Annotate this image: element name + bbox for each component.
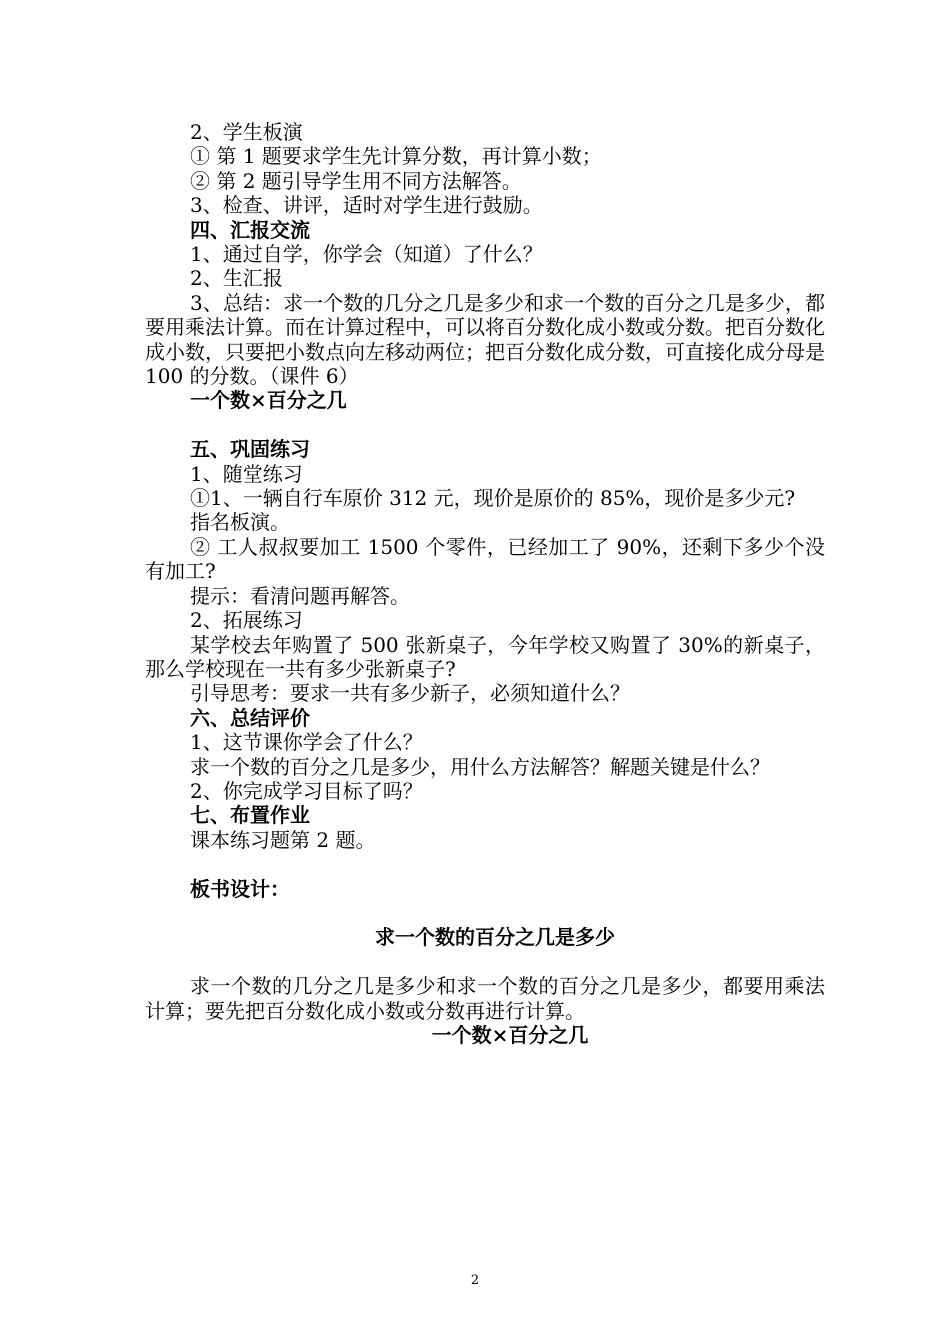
evaluation-question-2: 求一个数的百分之几是多少，用什么方法解答？解题关键是什么？ (190, 754, 770, 779)
report-student: 2、生汇报 (190, 266, 283, 291)
extension-question: 某学校去年购置了 500 张新桌子，今年学校又购置了 30%的新桌子，那么学校现在一共有多少张新桌子? (145, 632, 825, 681)
extension-guide: 引导思考：要求一共有多少新子，必须知道什么？ (190, 681, 630, 706)
formula-2: 一个数×百分之几 (431, 1022, 589, 1047)
summary-paragraph: 3、总结：求一个数的几分之几是多少和求一个数的百分之几是多少，都要用乘法计算。而在计算过程中，可以将百分数化成小数或分数。把百分数化成小数，只要把小数点向左移动两位；把百分数化成分数，可直接化成分母是 100 的分数。（课件 6） (145, 290, 825, 389)
page-number: 2 (470, 1273, 480, 1288)
step-item-1: ① 第 1 题要求学生先计算分数，再计算小数； (190, 144, 602, 169)
blank-line (145, 901, 825, 925)
blank-line (145, 950, 825, 974)
practice-hint: 提示：看清问题再解答。 (190, 583, 410, 608)
document-body (145, 120, 825, 1047)
section-heading-report: 四、汇报交流 (190, 217, 310, 242)
section-heading-practice: 五、巩固练习 (190, 437, 310, 462)
extension-practice: 2、拓展练习 (190, 608, 303, 633)
report-question: 1、通过自学，你学会（知道）了什么？ (190, 242, 543, 267)
board-paragraph: 求一个数的几分之几是多少和求一个数的百分之几是多少，都要用乘法计算；要先把百分数化成小数或分数再进行计算。 (145, 974, 825, 1023)
evaluation-question-3: 2、你完成学习目标了吗？ (190, 778, 423, 803)
section-heading-homework: 七、布置作业 (190, 803, 310, 828)
practice-board: 指名板演。 (190, 510, 290, 535)
practice-question-2: ② 工人叔叔要加工 1500 个零件，已经加工了 90%，还剩下多少个没有加工? (145, 534, 825, 584)
practice-question-1: ①1、一辆自行车原价 312 元，现价是原价的 85%，现价是多少元? (190, 486, 796, 511)
blank-line (145, 413, 825, 437)
formula-1: 一个数×百分之几 (190, 388, 347, 413)
board-design-heading: 板书设计： (190, 876, 290, 901)
board-title: 求一个数的百分之几是多少 (375, 925, 615, 950)
step-check: 3、检查、讲评，适时对学生进行鼓励。 (190, 193, 543, 218)
section-heading-evaluation: 六、总结评价 (190, 705, 310, 730)
homework-text: 课本练习题第 2 题。 (190, 827, 376, 852)
practice-in-class: 1、随堂练习 (190, 461, 303, 486)
blank-line (145, 852, 825, 876)
step-student-board: 2、学生板演 (190, 120, 303, 144)
evaluation-question-1: 1、这节课你学会了什么？ (190, 730, 423, 755)
step-item-2: ② 第 2 题引导学生用不同方法解答。 (190, 168, 522, 193)
